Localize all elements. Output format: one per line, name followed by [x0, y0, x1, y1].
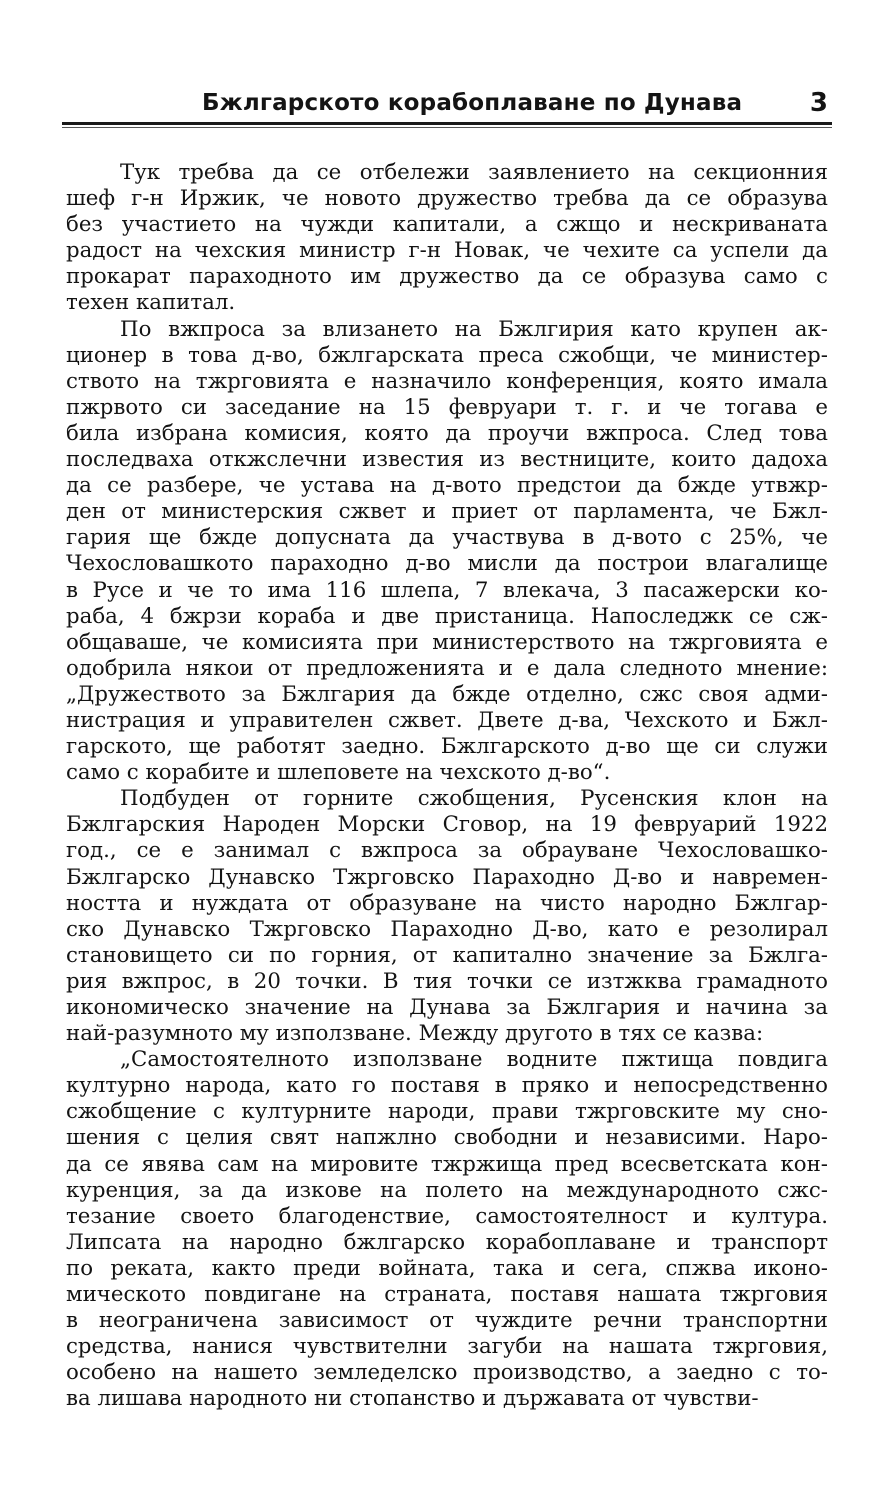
paragraph	[66, 1047, 828, 1412]
text-line: културно народа, като го поставя в пряко и непосредственно	[66, 1073, 828, 1099]
text-line: „Дружеството за Бжлгария да бжде отделно, сжс своя адми-	[66, 681, 828, 707]
text-line: куренция, за да изкове на полето на международното сжс-	[66, 1177, 828, 1203]
text-line: „Самостоятелното използване водните пжтища повдига	[120, 1047, 828, 1073]
paragraph	[66, 786, 828, 1047]
text-line: год., се е занимал с вжпроса за обрауване Чехословашко-	[66, 838, 828, 864]
text-line: да се явява сам на мировите тжржища пред всесветската кон-	[66, 1151, 828, 1177]
text-line: Тук требва да се отбележи заявлението на секционния	[120, 160, 828, 185]
body-text	[66, 160, 828, 1413]
header-rule-thin	[62, 127, 832, 128]
text-line: гария ще бжде допусната да участвува в д-вото с 25%, че	[66, 525, 828, 551]
text-line: ността и нуждата от образуване на чисто народно Бжлгар-	[66, 890, 828, 916]
paragraph	[66, 317, 828, 787]
text-line: била избрана комисия, която да проучи вжпроса. След това	[66, 420, 828, 446]
text-line: ството на тжрговията е назначило конференция, която имала	[66, 368, 828, 394]
text-line: в неограничена зависимост от чуждите речни транспортни	[66, 1308, 828, 1334]
text-line: ва лишава народното ни стопанство и държавата от чувстви-	[66, 1386, 759, 1412]
text-line: общаваше, че комисията при министерството на тжрговията е	[66, 629, 828, 655]
text-line: гарското, ще работят заедно. Бжлгарското д-во ще си служи	[66, 734, 828, 760]
text-line: шеф г-н Иржик, че новото дружество требва да се образува	[66, 186, 828, 212]
text-line: нистрация и управителен сжвет. Двете д-ва, Чехското и Бжл-	[66, 707, 828, 733]
text-line: одобрила някои от предложенията и е дала следното мнение:	[66, 655, 828, 681]
text-line: раба, 4 бжрзи кораба и две пристаница. Напоследжк се сж-	[66, 603, 828, 629]
text-line: най-разумното му използване. Между другото в тях се казва:	[66, 1021, 764, 1047]
text-line: становището си по горния, от капитално значение за Бжлга-	[66, 942, 828, 968]
text-line: пжрвото си заседание на 15 февруари т. г. и че тогава е	[66, 394, 828, 420]
text-line: Бжлгарско Дунавско Тжрговско Параходно Д-во и навремен-	[66, 864, 828, 890]
text-line: Липсата на народно бжлгарско корабоплаване и транспорт	[66, 1229, 828, 1255]
header-rule	[62, 122, 832, 125]
text-line: без участието на чужди капитали, а сжщо и нескриваната	[66, 212, 828, 238]
text-line: радост на чехския министр г-н Новак, че чехите са успели да	[66, 238, 828, 264]
text-line: По вжпроса за влизането на Бжлгирия като крупен ак-	[120, 316, 828, 342]
text-line: Бжлгарския Народен Морски Сговор, на 19 февруарий 1922	[66, 812, 828, 838]
text-line: последваха откжслечни известия из вестниците, които дадоха	[66, 447, 828, 473]
text-line: Чехословашкото параходно д-во мисли да построи влагалище	[66, 551, 828, 577]
text-line: ско Дунавско Тжрговско Параходно Д-во, като е резолирал	[66, 916, 828, 942]
text-line: техен капитал.	[66, 290, 236, 316]
text-line: икономическо значение на Дунава за Бжлгария и начина за	[66, 995, 828, 1020]
text-line: средства, нанися чувствителни загуби на нашата тжрговия,	[66, 1334, 828, 1360]
text-line: ден от министерския сжвет и приет от парламента, че Бжл-	[66, 499, 828, 525]
text-line: рия вжпрос, в 20 точки. В тия точки се изтжква грамадното	[66, 968, 828, 994]
text-line: да се разбере, че устава на д-вото предстои да бжде утвжр-	[66, 473, 828, 499]
text-line: по реката, както преди войната, така и сега, спжва иконо-	[66, 1255, 828, 1281]
text-line: тезание своето благоденствие, самостоятелност и култура.	[66, 1203, 828, 1229]
running-header-title: Бжлгарското корабоплаване по Дунава	[202, 90, 743, 116]
text-line: прокарат параходното им дружество да се образува само с	[66, 264, 828, 290]
text-line: в Русе и че то има 116 шлепа, 7 влекача, 3 пасажерски ко-	[66, 577, 828, 603]
text-line: особено на нашето земледелско производство, а заедно с то-	[66, 1360, 828, 1386]
text-line: Подбуден от горните сжобщения, Русенския клон на	[120, 786, 828, 812]
running-header	[62, 88, 832, 124]
text-line: сжобщение с културните народи, прави тжрговските му сно-	[66, 1099, 828, 1125]
text-line: мическото повдигане на страната, поставя нашата тжрговия	[66, 1282, 828, 1308]
text-line: само с корабите и шлеповете на чехското д-во“.	[66, 760, 611, 786]
text-line: шения с целия свят напжлно свободни и независими. Наро-	[66, 1125, 828, 1151]
paragraph	[66, 160, 828, 317]
text-line: ционер в това д-во, бжлгарската преса сжобщи, че министер-	[66, 342, 828, 368]
page-number: 3	[809, 88, 828, 118]
